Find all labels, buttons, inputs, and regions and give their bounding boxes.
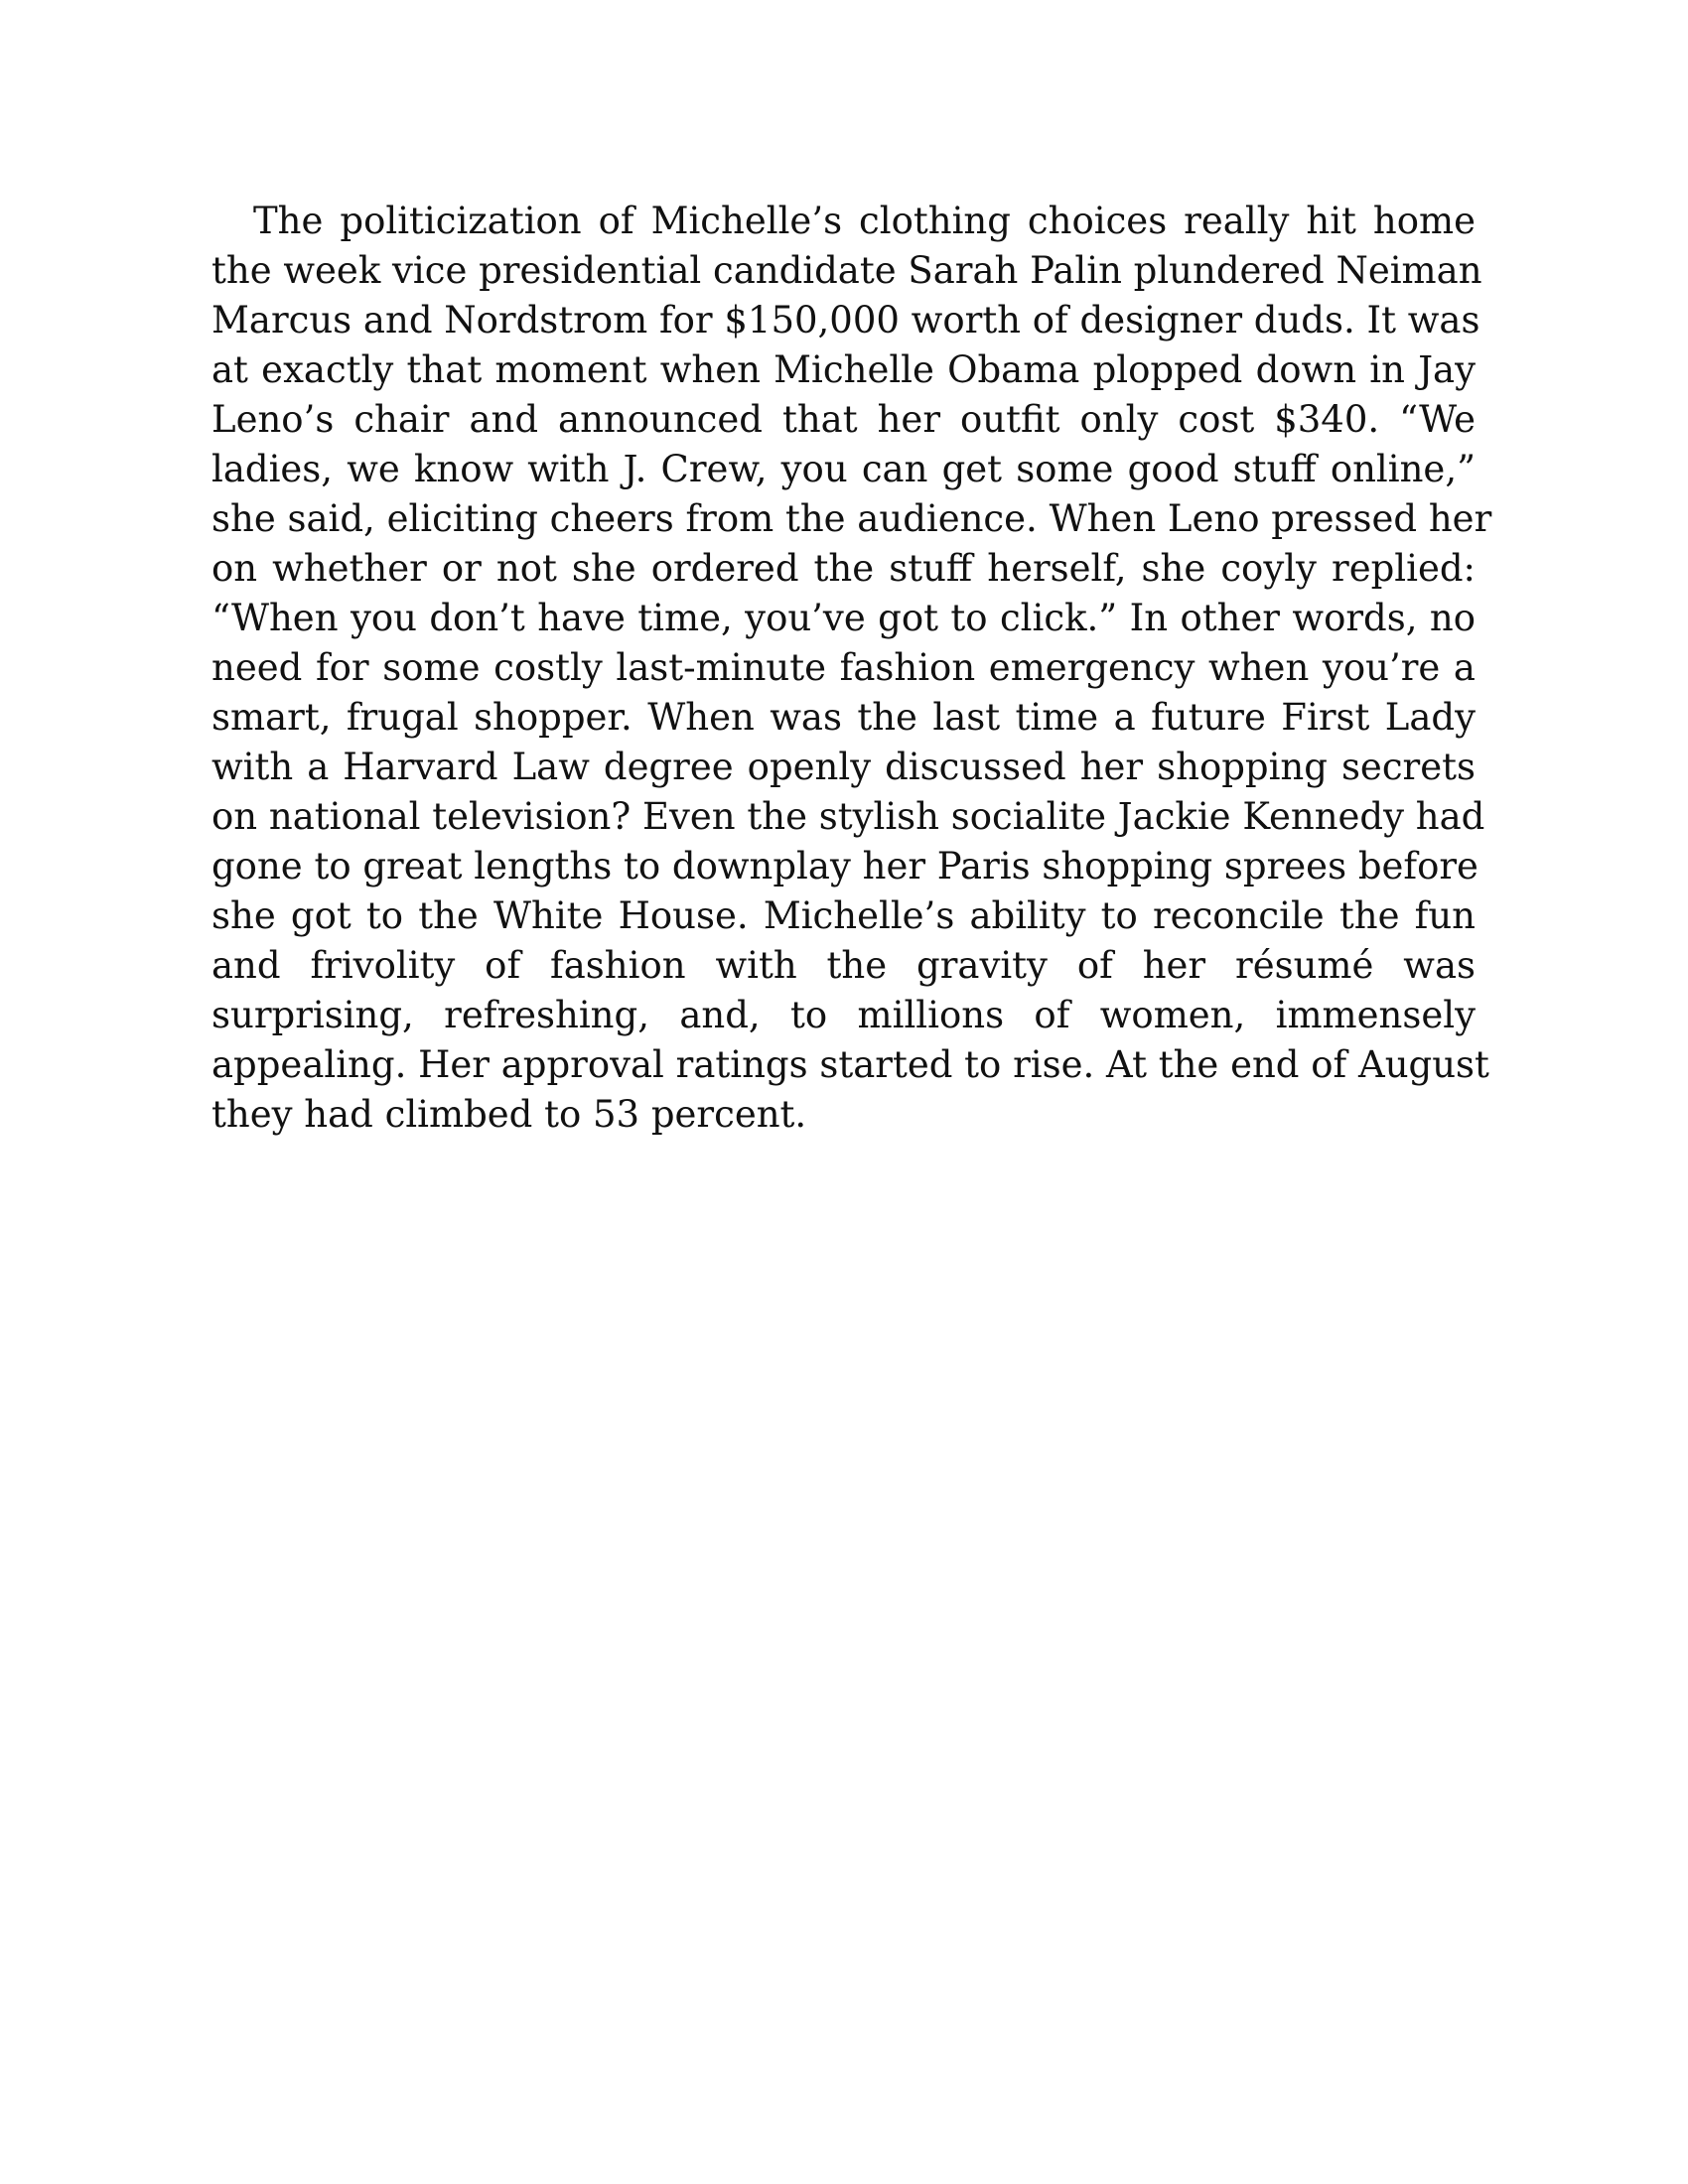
text-line: with a Harvard Law degree openly discussed her shopping secrets [211, 746, 1476, 788]
text-line: on national television? Even the stylish socialite Jackie Kennedy had [211, 795, 1485, 838]
text-line: the week vice presidential candidate Sarah Palin plundered Neiman [211, 249, 1482, 292]
text-line: “When you don’t have time, you’ve got to click.” In other words, no [211, 597, 1476, 639]
text-line: The politicization of Michelle’s clothing choices really hit home [253, 200, 1476, 242]
text-line: on whether or not she ordered the stuff herself, she coyly replied: [211, 547, 1476, 590]
text-line: smart, frugal shopper. When was the last time a future First Lady [211, 696, 1476, 739]
text-line: surprising, refreshing, and, to millions of women, immensely [211, 994, 1476, 1036]
text-line: ladies, we know with J. Crew, you can get some good stuff online,” [211, 448, 1476, 490]
text-line: Marcus and Nordstrom for $150,000 worth of designer duds. It was [211, 299, 1480, 341]
text-line: need for some costly last-minute fashion emergency when you’re a [211, 646, 1476, 689]
text-line: at exactly that moment when Michelle Obama plopped down in Jay [211, 348, 1476, 391]
text-line: appealing. Her approval ratings started to rise. At the end of August [211, 1043, 1489, 1086]
text-line: she got to the White House. Michelle’s ability to reconcile the fun [211, 894, 1476, 937]
text-line: gone to great lengths to downplay her Paris shopping sprees before [211, 845, 1478, 887]
body-paragraph [211, 197, 1492, 1140]
text-line: she said, eliciting cheers from the audience. When Leno pressed her [211, 497, 1492, 540]
text-line: they had climbed to 53 percent. [211, 1093, 807, 1136]
text-line: Leno’s chair and announced that her outfit only cost $340. “We [211, 398, 1476, 441]
text-line: and frivolity of fashion with the gravity of her résumé was [211, 944, 1476, 987]
